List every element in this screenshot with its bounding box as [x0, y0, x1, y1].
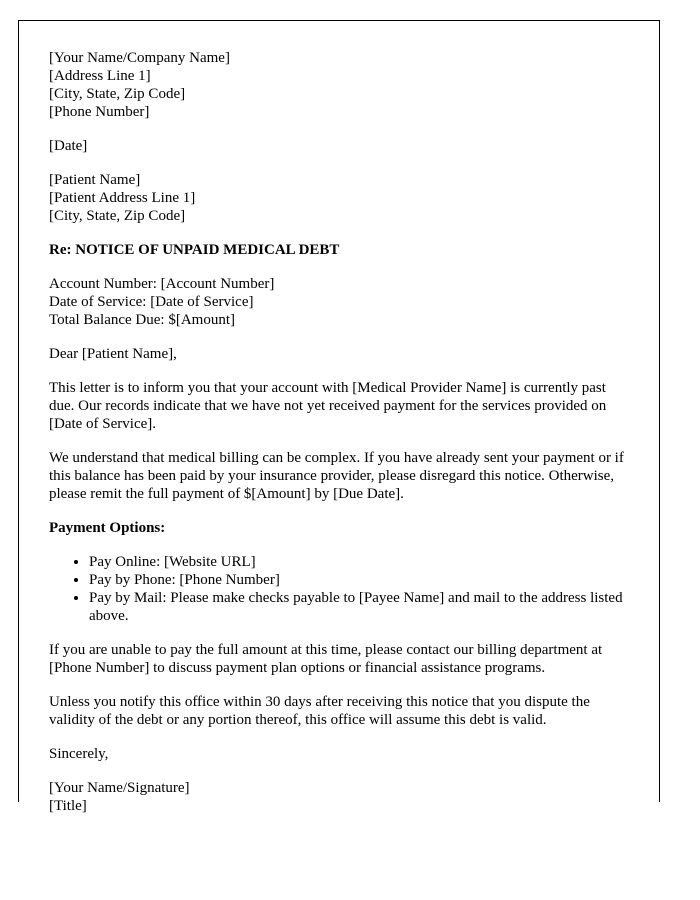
account-block — [49, 275, 634, 329]
signature: [Your Name/Signature] — [49, 780, 190, 796]
recipient-name: [Patient Name] — [49, 172, 141, 188]
payment-options-heading: Payment Options: — [49, 520, 166, 536]
sender-address: [Address Line 1] — [49, 68, 151, 84]
sender-phone: [Phone Number] — [49, 104, 150, 120]
sender-city: [City, State, Zip Code] — [49, 86, 186, 102]
unable-to-pay-paragraph: If you are unable to pay the full amount at this time, please contact our billing department at [Phone Number] to discuss payment plan options or financial assistance programs. — [49, 642, 603, 676]
sender-name: [Your Name/Company Name] — [49, 50, 230, 66]
salutation-block — [49, 345, 634, 363]
payment-options-heading-block — [49, 519, 634, 537]
dispute-paragraph: Unless you notify this office within 30 days after receiving this notice that you dispute the validity of the debt or any portion thereof, this office will assume this debt is valid. — [49, 694, 590, 728]
letter-content — [49, 49, 634, 831]
signer-title: [Title] — [49, 798, 87, 814]
payment-option-mail: • Pay by Mail: Please make checks payable to [Payee Name] and mail to the address listed above. — [89, 589, 634, 625]
date-block — [49, 137, 634, 155]
subject-line: Re: NOTICE OF UNPAID MEDICAL DEBT — [49, 242, 340, 258]
salutation: Dear [Patient Name], — [49, 346, 177, 362]
payment-options-list — [49, 553, 634, 625]
recipient-address: [Patient Address Line 1] — [49, 190, 196, 206]
sender-block — [49, 49, 634, 121]
payment-option-phone: • Pay by Phone: [Phone Number] — [89, 571, 634, 589]
intro-paragraph: This letter is to inform you that your account with [Medical Provider Name] is currently past due. Our records indicate that we have not yet received payment for the services provided on [Date of Service]. — [49, 380, 607, 432]
account-number: Account Number: [Account Number] — [49, 276, 275, 292]
signature-block — [49, 779, 634, 815]
payment-option-online: • Pay Online: [Website URL] — [89, 553, 634, 571]
closing-block — [49, 745, 634, 763]
subject-block — [49, 241, 634, 259]
letter-date: [Date] — [49, 138, 88, 154]
total-balance: Total Balance Due: $[Amount] — [49, 312, 235, 328]
date-of-service: Date of Service: [Date of Service] — [49, 294, 254, 310]
recipient-city: [City, State, Zip Code] — [49, 208, 186, 224]
understand-paragraph: We understand that medical billing can be complex. If you have already sent your payment or if this balance has been paid by your insurance provider, please disregard this notice. Otherwise, please remit the full payment of $[Amount] by [Due Date]. — [49, 450, 624, 502]
closing: Sincerely, — [49, 746, 109, 762]
letter-page — [18, 20, 660, 814]
recipient-block — [49, 171, 634, 225]
